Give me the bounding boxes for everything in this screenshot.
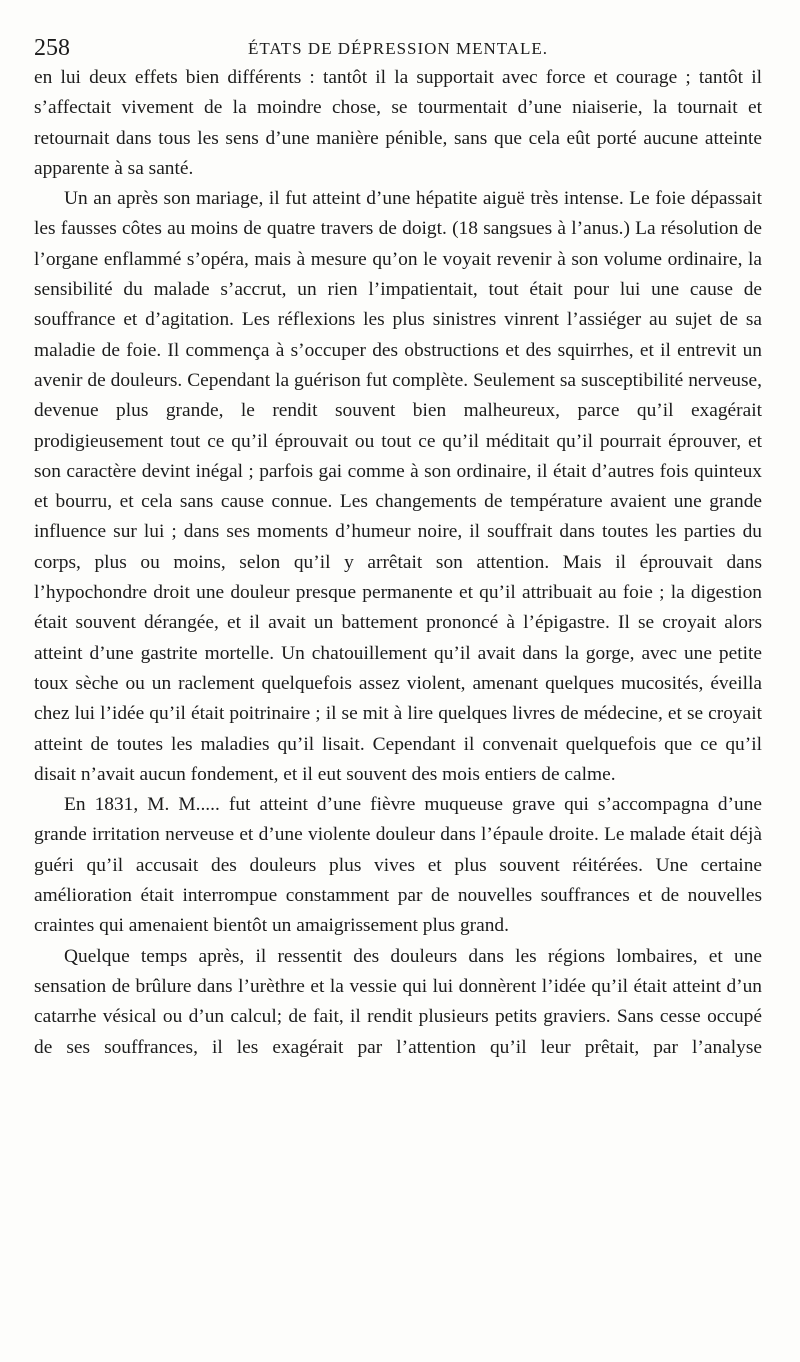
paragraph-continued: en lui deux effets bien différents : tantôt il la supportait avec force et courage ; tantôt il s’affectait vivement de la moindre chose, se tourmentait d’une niaiserie, la tournait et retournait dans tous les sens d’une manière pénible, sans que cela eût porté aucune atteinte apparente à sa santé.: [34, 67, 762, 179]
running-title: ÉTATS DE DÉPRESSION MENTALE.: [247, 39, 549, 58]
paragraph-1831-fever: En 1831, M. M..... fut atteint d’une fièvre muqueuse grave qui s’accompagna d’une grande irritation nerveuse et d’une violente douleur dans l’épaule droite. Le malade était déjà guéri qu’il accusait des douleurs plus vives et plus souvent réitérées. Une certaine amélioration était interrompue constamment par de nouvelles souffrances et de nouvelles craintes qui amenaient bientôt un amaigrissement plus grand.: [34, 794, 762, 937]
paragraph-lumbar-pain: Quelque temps après, il ressentit des douleurs dans les régions lombaires, et une sensation de brûlure dans l’urèthre et la vessie qui lui donnèrent l’idée qu’il était atteint d’un catarrhe vésical ou d’un calcul; de fait, il rendit plusieurs petits graviers. Sans cesse occupé de ses souffrances, il les exagérait par l’attention qu’il leur prêtait, par l’analyse: [34, 945, 762, 1058]
paragraph-hepatitis: Un an après son mariage, il fut atteint d’une hépatite aiguë très intense. Le foie dépassait les fausses côtes au moins de quatre travers de doigt. (18 sangsues à l’anus.) La résolution de l’organe enflammé s’opéra, mais à mesure qu’on le voyait revenir à son volume ordinaire, la sensibilité du malade s’accrut, un rien l’impatientait, tout était pour lui une cause de souffrance et d’agitation. Les réflexions les plus sinistres vinrent l’assiéger au sujet de sa maladie de foie. Il commença à s’occuper des obstructions et des squirrhes, et il entrevit un avenir de douleurs. Cependant la guérison fut complète. Seulement sa susceptibilité nerveuse, devenue plus grande, le rendit souvent bien malheureux, parce qu’il exagérait prodigieusement tout ce qu’il éprouvait ou tout ce qu’il méditait qu’il pourrait éprouver, et son caractère devint inégal ; parfois gai comme à son ordinaire, il était d’autres fois quinteux et bourru, et cela sans cause connue. Les changements de température avaient une grande influence sur lui ; dans ses moments d’humeur noire, il souffrait dans toutes les parties du corps, plus ou moins, selon qu’il y arrêtait son attention. Mais il éprouvait dans l’hypochondre droit une douleur presque permanente et qu’il attribuait au foie ; la digestion était souvent dérangée, et il avait un battement prononcé à l’épigastre. Il se croyait alors atteint d’une gastrite mortelle. Un chatouillement qu’il avait dans la gorge, avec une petite toux sèche ou un raclement quelquefois assez violent, amenant quelques mucosités, éveilla chez lui l’idée qu’il était poitrinaire ; il se mit à lire quelques livres de médecine, et se croyait atteint de toutes les maladies qu’il lisait. Cependant il convenait quelquefois que ce qu’il disait n’avait aucun fondement, et il eut souvent des mois entiers de calme.: [34, 188, 762, 785]
page-number: 258: [34, 35, 70, 61]
page-header: [34, 33, 762, 63]
body-text: [34, 63, 762, 1063]
